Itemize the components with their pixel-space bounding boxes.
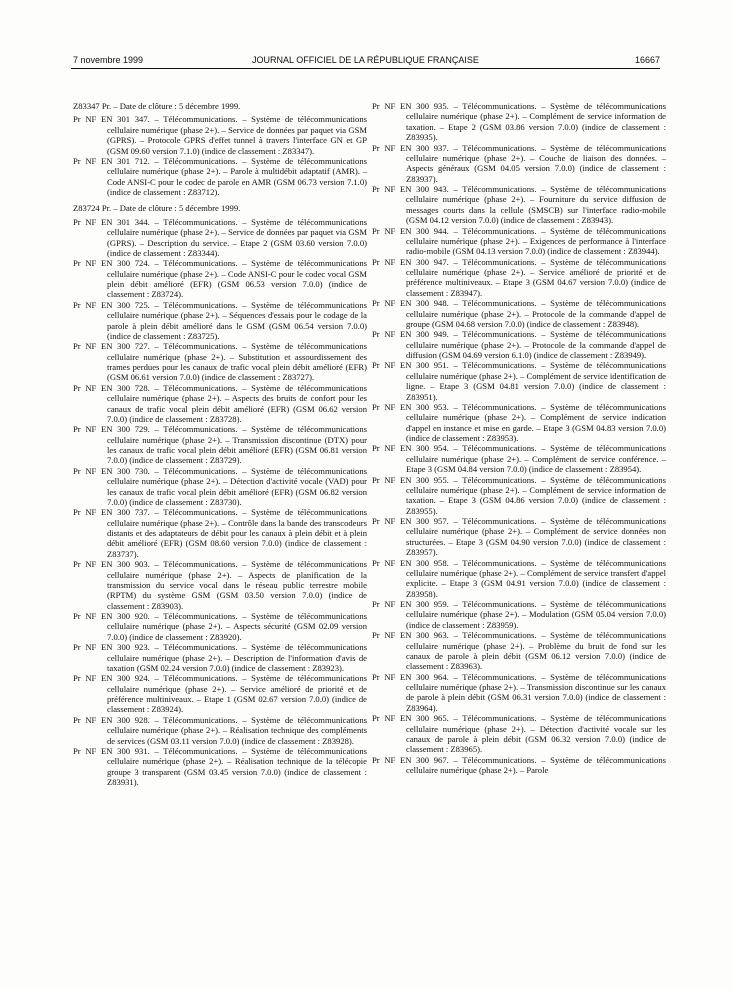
standard-entry: Pr NF EN 300 944. – Télécommunications. – Système de télécommunications cellulaire numérique (phase 2+). – Exigences de performance à l'interface radio-mobile (GSM 04.13 version 7.0.0) (indice de classement : Z83944).	[372, 225, 666, 257]
standard-entry: Pr NF EN 301 712. – Télécommunications. – Système de télécommunications cellulaire numérique (phase 2+). – Parole à multidébit adaptatif (AMR). – Code ANSI-C pour le codec de parole en AMR (GSM 06.73 version 7.1.0) (indice de classement : Z83712).	[73, 155, 367, 197]
header-page-number: 16667	[634, 55, 660, 65]
closing-date-line: Z83724 Pr. – Date de clôture : 5 décembre 1999.	[73, 203, 241, 214]
standard-entry: Pr NF EN 300 949. – Télécommunications. – Système de télécommunications cellulaire numérique (phase 2+). – Protocole de la commande d'appel de diffusion (GSM 04.69 version 6.1.0) (indice de classement : Z83949).	[372, 329, 666, 360]
standard-entry: Pr NF EN 300 923. – Télécommunications. – Système de télécommunications cellulaire numérique (phase 2+). – Description de l'information d'avis de taxation (GSM 02.24 version 7.0.0) (indice de classement : Z83923).	[73, 642, 367, 673]
standard-entry: Pr NF EN 300 959. – Télécommunications. – Système de télécommunications cellulaire numérique (phase 2+). – Modulation (GSM 05.04 version 7.0.0) (indice de classement : Z83959).	[372, 599, 666, 630]
standard-entry: Pr NF EN 301 344. – Télécommunications. – Système de télécommunications cellulaire numérique (phase 2+). – Service de données par paquet via GSM (GPRS). – Description du service. – Etape 2 (GSM 03.60 version 7.0.0) (indice de classement : Z83344).	[73, 216, 367, 258]
standard-entry: Pr NF EN 300 937. – Télécommunications. – Système de télécommunications cellulaire numérique (phase 2+). – Couche de liaison des données. – Aspects généraux (GSM 04.05 version 7.0.0) (indice de classement : Z83937).	[372, 142, 666, 184]
header-rule	[71, 68, 660, 69]
right-column	[372, 101, 666, 775]
standard-entry: Pr NF EN 300 920. – Télécommunications. – Système de télécommunications cellulaire numérique (phase 2+). – Aspects sécurité (GSM 02.09 version 7.0.0) (indice de classement : Z83920).	[73, 611, 367, 642]
standard-entry: Pr NF EN 300 967. – Télécommunications. – Système de télécommunications cellulaire numérique (phase 2+). – Parole	[372, 754, 666, 775]
standard-entry: Pr NF EN 300 729. – Télécommunications. – Système de télécommunications cellulaire numérique (phase 2+). – Transmission discontinue (DTX) pour les canaux de trafic vocal plein débit amélioré (EFR) (GSM 06.81 version 7.0.0) (indice de classement : Z83729).	[73, 424, 367, 466]
standard-entry: Pr NF EN 300 725. – Télécommunications. – Système de télécommunications cellulaire numérique (phase 2+). – Séquences d'essais pour le codage de la parole à plein débit amélioré dans le GSM (GSM 06.54 version 7.0.0) (indice de classement : Z83725).	[73, 299, 367, 341]
standard-entry: Pr NF EN 300 954. – Télécommunications. – Système de télécommunications cellulaire numérique (phase 2+). – Complément de service conférence. – Etape 3 (GSM 04.84 version 7.0.0) (indice de classement : Z83954).	[372, 443, 666, 475]
standard-entry: Pr NF EN 301 347. – Télécommunications. – Système de télécommunications cellulaire numérique (phase 2+). – Service de données par paquet via GSM (GPRS). – Protocole GPRS d'effet tunnel à travers l'interface GN et GP (GSM 09.60 version 7.1.0) (indice de classement : Z83347).	[73, 114, 367, 156]
standard-entry: Pr NF EN 300 928. – Télécommunications. – Système de télécommunications cellulaire numérique (phase 2+). – Réalisation technique des compléments de services (GSM 03.11 version 7.0.0) (indice de classement : Z83928).	[73, 714, 367, 746]
standard-entry: Pr NF EN 300 724. – Télécommunications. – Système de télécommunications cellulaire numérique (phase 2+). – Code ANSI-C pour le codec vocal GSM plein débit amélioré (EFR) (GSM 06.53 version 7.0.0) (indice de classement : Z83724).	[73, 258, 367, 300]
standard-entry: Pr NF EN 300 964. – Télécommunications. – Système de télécommunications cellulaire numérique (phase 2+). – Transmission discontinue sur les canaux de parole à plein débit (GSM 06.31 version 7.0.0) (indice de classement : Z83964).	[372, 671, 666, 713]
header-date: 7 novembre 1999	[73, 55, 144, 65]
closing-date-line: Z83347 Pr. – Date de clôture : 5 décembre 1999.	[73, 101, 241, 111]
standard-entry: Pr NF EN 300 935. – Télécommunications. – Système de télécommunications cellulaire numérique (phase 2+). – Complément de service information de taxation. – Etape 2 (GSM 03.86 version 7.0.0) (indice de classement : Z83935).	[372, 101, 666, 143]
standard-entry: Pr NF EN 300 963. – Télécommunications. – Système de télécommunications cellulaire numérique (phase 2+). – Problème du bruit de fond sur les canaux de parole à plein débit (GSM 06.12 version 7.0.0) (indice de classement : Z83963).	[372, 630, 666, 672]
standard-entry: Pr NF EN 300 730. – Télécommunications. – Système de télécommunications cellulaire numérique (phase 2+). – Détection d'activité vocale (VAD) pour les canaux de trafic vocal plein débit amélioré (EFR) (GSM 06.82 version 7.0.0) (indice de classement : Z83730).	[73, 465, 367, 507]
left-column	[73, 101, 367, 787]
standard-entry: Pr NF EN 300 728. – Télécommunications. – Système de télécommunications cellulaire numérique (phase 2+). – Aspects des bruits de confort pour les canaux de trafic vocal plein débit amélioré (EFR) (GSM 06.62 version 7.0.0) (indice de classement : Z83728).	[73, 382, 367, 424]
standard-entry: Pr NF EN 300 924. – Télécommunications. – Système de télécommunications cellulaire numérique (phase 2+). – Service amélioré de priorité et de préférence multiniveaux. – Etape 1 (GSM 02.67 version 7.0.0) (indice de classement : Z83924).	[73, 673, 367, 715]
standard-entry: Pr NF EN 300 943. – Télécommunications. – Système de télécommunications cellulaire numérique (phase 2+). – Fourniture du service diffusion de messages courts dans la cellule (SMSCB) sur l'interface radio-mobile (GSM 04.12 version 7.0.0) (indice de classement : Z83943).	[372, 184, 666, 226]
standard-entry: Pr NF EN 300 727. – Télécommunications. – Système de télécommunications cellulaire numérique (phase 2+). – Substitution et assourdissement des trames perdues pour les canaux de trafic vocal plein débit amélioré (EFR) (GSM 06.61 version 7.0.0) (indice de classement : Z83727).	[73, 341, 367, 383]
standard-entry: Pr NF EN 300 931. – Télécommunications. – Système de télécommunications cellulaire numérique (phase 2+). – Réalisation technique de la télécopie groupe 3 transparent (GSM 03.45 version 7.0.0) (indice de classement : Z83931).	[73, 745, 367, 787]
standard-entry: Pr NF EN 300 951. – Télécommunications. – Système de télécommunications cellulaire numérique (phase 2+). – Complément de service identification de ligne. – Etape 3 (GSM 04.81 version 7.0.0) (indice de classement : Z83951).	[372, 360, 666, 402]
standard-entry: Pr NF EN 300 955. – Télécommunications. – Système de télécommunications cellulaire numérique (phase 2+). – Complément de service information de taxation. – Etape 3 (GSM 04.86 version 7.0.0) (indice de classement : Z83955).	[372, 474, 666, 516]
header-title: JOURNAL OFFICIEL DE LA RÉPUBLIQUE FRANÇAISE	[252, 55, 479, 65]
standard-entry: Pr NF EN 300 948. – Télécommunications. – Système de télécommunications cellulaire numérique (phase 2+). – Protocole de la commande d'appel de groupe (GSM 04.68 version 7.0.0) (indice de classement : Z83948).	[372, 298, 666, 329]
standard-entry: Pr NF EN 300 903. – Télécommunications. – Système de télécommunications cellulaire numérique (phase 2+). – Aspects de planification de la transmission du service vocal dans le réseau public terrestre mobile (RPTM) du système GSM (GSM 03.50 version 7.0.0) (indice de classement : Z83903).	[73, 559, 367, 611]
standard-entry: Pr NF EN 300 957. – Télécommunications. – Système de télécommunications cellulaire numérique (phase 2+). – Complément de service données non structurées. – Etape 3 (GSM 04.90 version 7.0.0) (indice de classement : Z83957).	[372, 516, 666, 558]
standard-entry: Pr NF EN 300 958. – Télécommunications. – Système de télécommunications cellulaire numérique (phase 2+). – Complément de service transfert d'appel explicite. – Etape 3 (GSM 04.91 version 7.0.0) (indice de classement : Z83958).	[372, 557, 666, 599]
standard-entry: Pr NF EN 300 737. – Télécommunications. – Système de télécommunications cellulaire numérique (phase 2+). – Contrôle dans la bande des transcodeurs distants et des adaptateurs de débit pour les canaux à plein débit et à plein débit amélioré (EFR) (GSM 08.60 version 7.0.0) (indice de classement : Z83737).	[73, 507, 367, 559]
standard-entry: Pr NF EN 300 965. – Télécommunications. – Système de télécommunications cellulaire numérique (phase 2+). – Détection d'activité vocale sur les canaux de parole à plein débit (GSM 06.32 version 7.0.0) (indice de classement : Z83965).	[372, 713, 666, 755]
standard-entry: Pr NF EN 300 947. – Télécommunications. – Système de télécommunications cellulaire numérique (phase 2+). – Service amélioré de priorité et de préférence multiniveaux. – Etape 3 (GSM 04.67 version 7.0.0) (indice de classement : Z83947).	[372, 256, 666, 298]
standard-entry: Pr NF EN 300 953. – Télécommunications. – Système de télécommunications cellulaire numérique (phase 2+). – Complément de service indication d'appel en instance et mise en garde. – Etape 3 (GSM 04.83 version 7.0.0) (indice de classement : Z83953).	[372, 401, 666, 443]
